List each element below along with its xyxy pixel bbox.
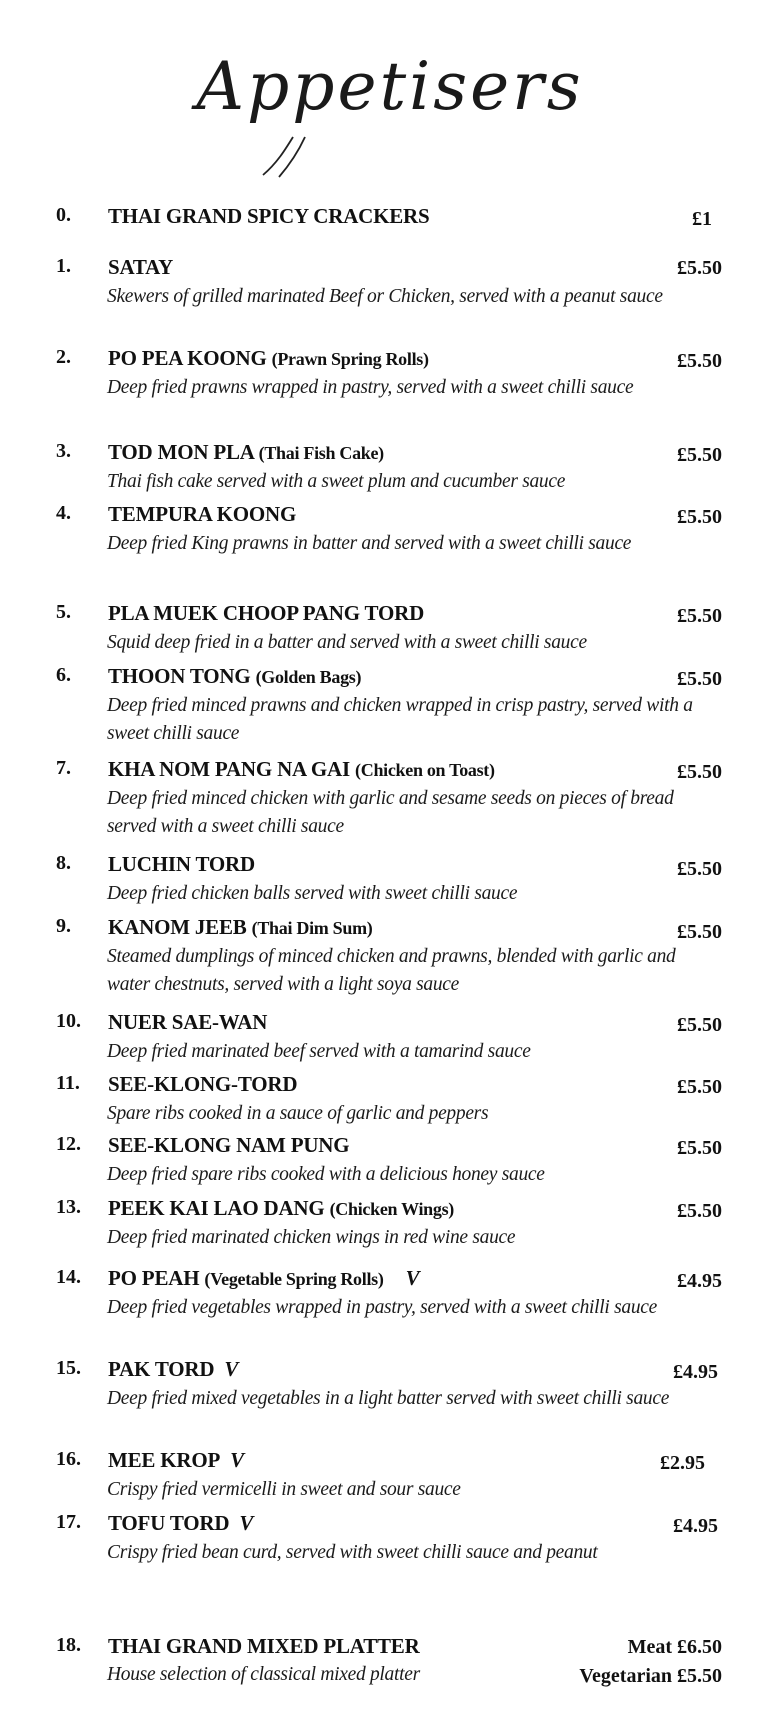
vegetarian-mark: V — [230, 1448, 244, 1472]
veg-price-line — [579, 1665, 722, 1688]
item-description: Squid deep fried in a batter and served with a sweet chilli sauce — [107, 632, 587, 653]
item-number: 3. — [56, 440, 71, 462]
item-name-line — [108, 757, 495, 782]
meat-price-line — [628, 1636, 722, 1659]
item-name-line — [108, 1133, 349, 1158]
item-number: 14. — [56, 1266, 81, 1288]
item-number: 4. — [56, 502, 71, 524]
item-name-line — [108, 1196, 454, 1221]
item-number: 11. — [56, 1072, 80, 1094]
item-name: THAI GRAND SPICY CRACKERS — [108, 204, 430, 228]
item-name: THAI GRAND MIXED PLATTER — [108, 1634, 420, 1658]
item-description: Deep fried minced chicken with garlic and sesame seeds on pieces of bread served with a sweet chilli sauce — [107, 788, 674, 837]
item-price: £5.50 — [677, 1200, 722, 1222]
item-name-line — [108, 1266, 419, 1291]
item-description: Deep fried marinated beef served with a tamarind sauce — [107, 1041, 531, 1062]
item-description: Spare ribs cooked in a sauce of garlic and peppers — [107, 1103, 489, 1124]
item-description: Deep fried chicken balls served with sweet chilli sauce — [107, 883, 518, 904]
item-number: 15. — [56, 1357, 81, 1379]
item-name: SATAY — [108, 255, 174, 279]
item-number: 6. — [56, 664, 71, 686]
item-description: House selection of classical mixed platter — [107, 1664, 420, 1685]
item-name-line — [108, 1072, 297, 1097]
item-description: Deep fried mixed vegetables in a light batter served with sweet chilli sauce — [107, 1388, 670, 1409]
item-price: £5.50 — [677, 1014, 722, 1036]
item-price: £4.95 — [673, 1515, 718, 1537]
item-price: £5.50 — [677, 921, 722, 943]
item-name-line — [108, 852, 255, 877]
item-name-line — [108, 915, 372, 940]
item-price: £1 — [692, 208, 712, 230]
item-subtitle: (Thai Fish Cake) — [258, 443, 384, 463]
item-name-line — [108, 1357, 238, 1382]
item-description: Deep fried King prawns in batter and served with a sweet chilli sauce — [107, 533, 632, 554]
item-price: £5.50 — [677, 506, 722, 528]
item-number: 0. — [56, 204, 71, 226]
item-price: £5.50 — [677, 1076, 722, 1098]
item-number: 1. — [56, 255, 71, 277]
veg-price: £5.50 — [677, 1665, 722, 1687]
item-price: £4.95 — [673, 1361, 718, 1383]
item-name: PEEK KAI LAO DANG — [108, 1196, 325, 1220]
item-name: PLA MUEK CHOOP PANG TORD — [108, 601, 425, 625]
item-name: PO PEA KOONG — [108, 346, 267, 370]
item-description: Deep fried prawns wrapped in pastry, served with a sweet chilli sauce — [107, 377, 634, 398]
item-name: LUCHIN TORD — [108, 852, 255, 876]
item-price: £5.50 — [677, 1137, 722, 1159]
meat-price: £6.50 — [677, 1636, 722, 1658]
meat-label: Meat — [627, 1636, 672, 1658]
item-name: TOD MON PLA — [108, 440, 254, 464]
item-name: TOFU TORD — [108, 1511, 230, 1535]
item-price: £5.50 — [677, 761, 722, 783]
item-name-line — [108, 502, 296, 527]
item-subtitle: (Thai Dim Sum) — [251, 918, 373, 938]
item-number: 13. — [56, 1196, 81, 1218]
item-name: MEE KROP — [108, 1448, 221, 1472]
item-name-line — [108, 440, 384, 465]
item-price: £5.50 — [677, 858, 722, 880]
item-subtitle: (Chicken on Toast) — [355, 760, 495, 780]
item-price: £5.50 — [677, 668, 722, 690]
item-name: PAK TORD — [108, 1357, 215, 1381]
item-description: Deep fried marinated chicken wings in red wine sauce — [107, 1227, 516, 1248]
item-description: Thai fish cake served with a sweet plum and cucumber sauce — [107, 471, 566, 492]
vegetarian-mark: V — [405, 1266, 420, 1290]
item-number: 7. — [56, 757, 71, 779]
item-number: 18. — [56, 1634, 81, 1656]
item-number: 17. — [56, 1511, 81, 1533]
item-description: Crispy fried bean curd, served with sweet chilli sauce and peanut — [107, 1542, 598, 1563]
item-price: £5.50 — [677, 444, 722, 466]
item-name-line — [108, 664, 361, 689]
item-number: 2. — [56, 346, 71, 368]
item-name-line — [108, 1511, 253, 1536]
item-name-line — [108, 346, 429, 371]
item-description: Deep fried minced prawns and chicken wrapped in crisp pastry, served with a sweet chilli sauce — [107, 695, 693, 744]
item-description: Crispy fried vermicelli in sweet and sour sauce — [107, 1479, 461, 1500]
item-subtitle: (Chicken Wings) — [329, 1199, 454, 1219]
item-number: 10. — [56, 1010, 81, 1032]
item-price: £4.95 — [677, 1270, 722, 1292]
item-name: KANOM JEEB — [108, 915, 247, 939]
item-price: £5.50 — [677, 605, 722, 627]
item-name: NUER SAE-WAN — [108, 1010, 268, 1034]
item-number: 9. — [56, 915, 71, 937]
item-name: TEMPURA KOONG — [108, 502, 297, 526]
item-name: SEE-KLONG NAM PUNG — [108, 1133, 350, 1157]
title-flourish-ornament — [255, 135, 315, 180]
vegetarian-mark: V — [239, 1511, 254, 1535]
item-number: 16. — [56, 1448, 81, 1470]
item-subtitle: (Prawn Spring Rolls) — [271, 349, 429, 369]
item-price: £5.50 — [677, 350, 722, 372]
item-description: Deep fried spare ribs cooked with a delicious honey sauce — [107, 1164, 545, 1185]
vegetarian-mark: V — [224, 1357, 239, 1381]
item-subtitle: (Golden Bags) — [255, 667, 362, 687]
item-name: KHA NOM PANG NA GAI — [108, 757, 350, 781]
item-price: £5.50 — [677, 257, 722, 279]
veg-label: Vegetarian — [579, 1665, 672, 1687]
item-name-line — [108, 601, 424, 626]
item-description: Deep fried vegetables wrapped in pastry, served with a sweet chilli sauce — [107, 1297, 657, 1318]
item-name-line — [108, 1448, 244, 1473]
item-name: SEE-KLONG-TORD — [108, 1072, 298, 1096]
page-title: Appetisers — [196, 48, 584, 125]
item-name-line — [108, 255, 173, 280]
item-description: Steamed dumplings of minced chicken and prawns, blended with garlic and water chestnuts, served with a light soya sauce — [107, 946, 676, 995]
item-name: PO PEAH — [108, 1266, 200, 1290]
item-number: 8. — [56, 852, 71, 874]
item-subtitle: (Vegetable Spring Rolls) — [204, 1269, 384, 1289]
item-description: Skewers of grilled marinated Beef or Chicken, served with a peanut sauce — [107, 286, 663, 307]
item-name: THOON TONG — [108, 664, 251, 688]
item-price: £2.95 — [660, 1452, 705, 1474]
item-name-line — [108, 204, 430, 229]
item-name-line — [108, 1010, 267, 1035]
item-number: 12. — [56, 1133, 81, 1155]
item-number: 5. — [56, 601, 71, 623]
